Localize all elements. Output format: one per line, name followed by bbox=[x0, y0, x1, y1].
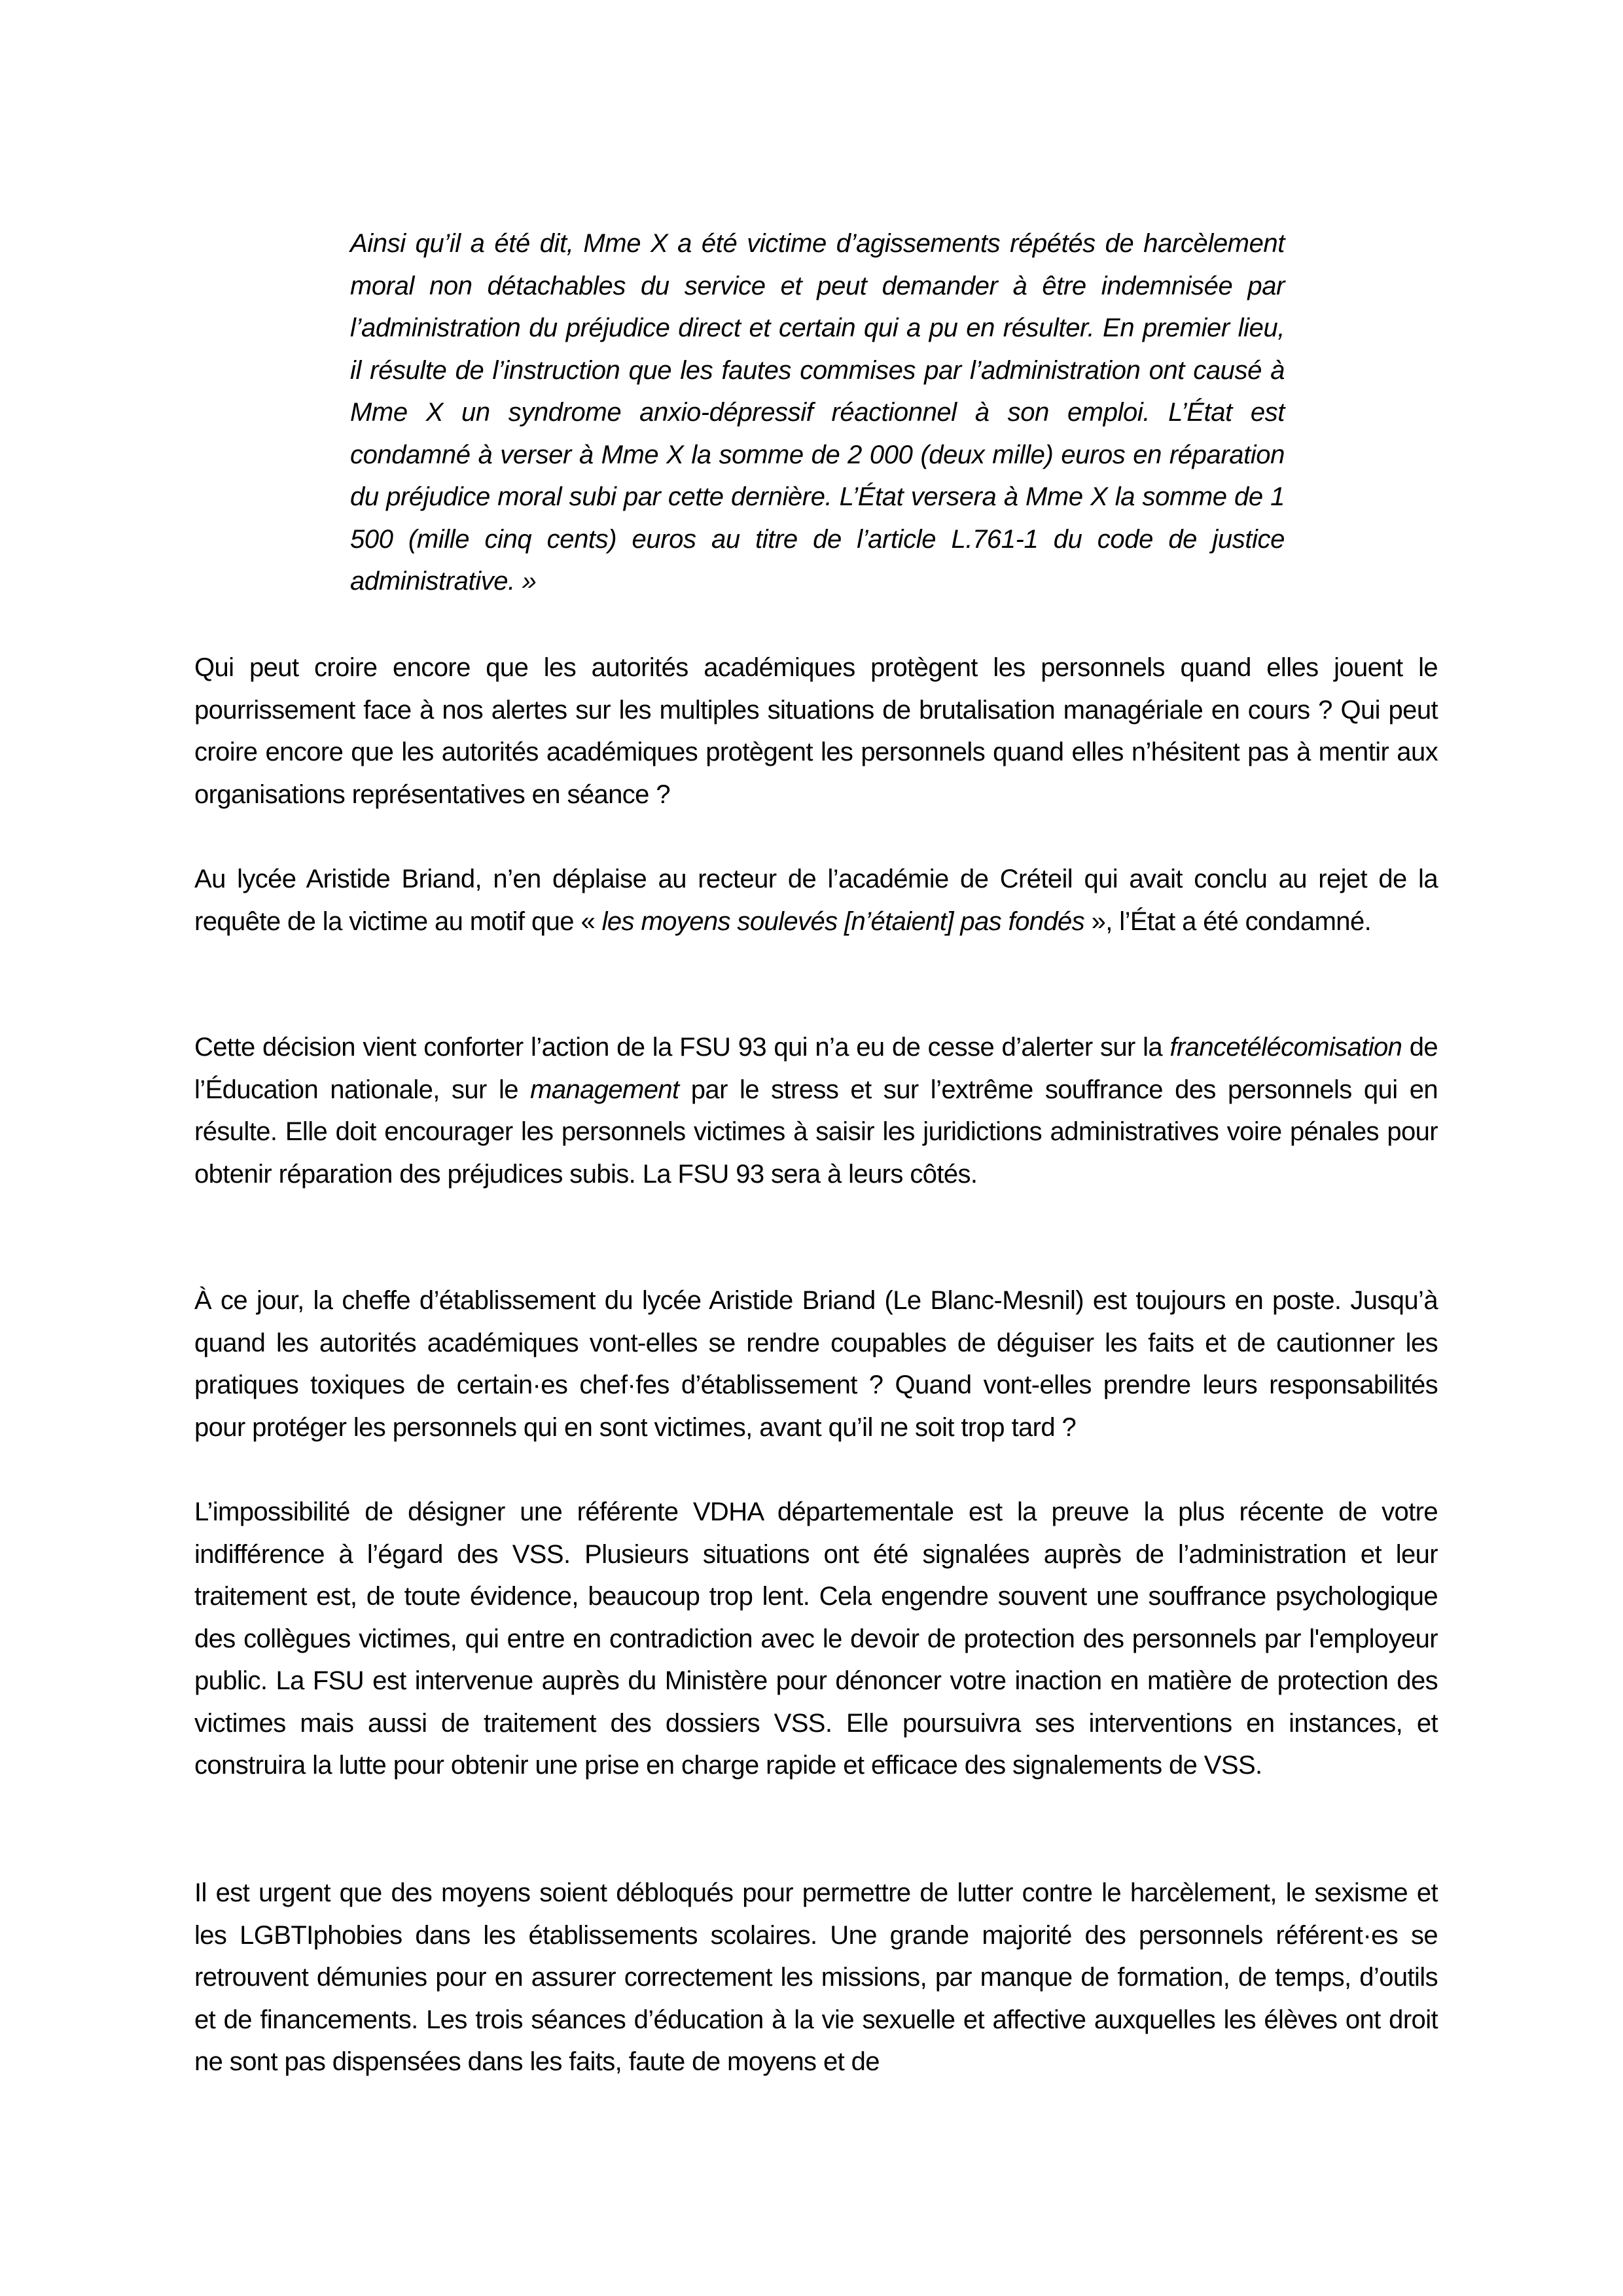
court-decision-quote: Ainsi qu’il a été dit, Mme X a été victime d’agissements répétés de harcèlement moral non détachables du service et peut demander à être indemnisée par l’administration du préjudice direct et certain qui a pu en résulter. En premier lieu, il résulte de l’instruction que les fautes commises par l’administration ont causé à Mme X un syndrome anxio-dépressif réactionnel à son emploi. L’État est condamné à verser à Mme X la somme de 2 000 (deux mille) euros en réparation du préjudice moral subi par cette dernière. L’État versera à Mme X la somme de 1 500 (mille cinq cents) euros au titre de l’article L.761-1 du code de justice administrative. » bbox=[350, 229, 1285, 596]
paragraph-vdha-referent: L’impossibilité de désigner une référente VDHA départementale est la preuve la plus récente de votre indifférence à l’égard des VSS. Plusieurs situations ont été signalées auprès de l’administration et leur traitement est, de toute évidence, beaucoup trop lent. Cela engendre souvent une souffrance psychologique des collègues victimes, qui entre en contradiction avec le devoir de protection des personnels par l'employeur public. La FSU est intervenue auprès du Ministère pour dénoncer votre inaction en matière de protection des victimes mais aussi de traitement des dossiers VSS. Elle poursuivra ses interventions en instances, et construira la lutte pour obtenir une prise en charge rapide et efficace des signalements de VSS. bbox=[194, 1498, 1438, 1780]
paragraph-fsu-action bbox=[194, 1026, 1438, 1195]
paragraph-text: par le stress et sur l’extrême souffrance des personnels qui en résulte. Elle doit encourager les personnels victimes à saisir les juridictions administratives voire pénales pour obtenir réparation des préjudices subis. La FSU 93 sera à leurs côtés. bbox=[194, 1075, 1438, 1189]
paragraph-lycee-condemnation bbox=[194, 858, 1438, 942]
paragraph-text: de l’Éducation nationale, sur le bbox=[194, 1033, 1438, 1104]
paragraph-cheffe-still-in-post: À ce jour, la cheffe d’établissement du lycée Aristide Briand (Le Blanc-Mesnil) est toujours en poste. Jusqu’à quand les autorités académiques vont-elles se rendre coupables de déguiser les faits et de cautionner les pratiques toxiques de certain·es chef·fes d’établissement ? Quand vont-elles prendre leurs responsabilités pour protéger les personnels qui en sont victimes, avant qu’il ne soit trop tard ? bbox=[194, 1286, 1438, 1442]
emphasis-term: management bbox=[530, 1075, 679, 1104]
paragraph-urgent-means: Il est urgent que des moyens soient débloqués pour permettre de lutter contre le harcèlement, le sexisme et les LGBTIphobies dans les établissements scolaires. Une grande majorité des personnels référent·es se retrouvent démunies pour en assurer correctement les missions, par manque de formation, de temps, d’outils et de financements. Les trois séances d’éducation à la vie sexuelle et affective auxquelles les élèves ont droit ne sont pas dispensées dans les faits, faute de moyens et de bbox=[194, 1878, 1438, 2076]
paragraph-text: Cette décision vient conforter l’action de la FSU 93 qui n’a eu de cesse d’alerter sur la bbox=[194, 1033, 1170, 1062]
paragraph-text: Au lycée Aristide Briand, n’en déplaise au recteur de l’académie de Créteil qui avait conclu au rejet de la requête de la victime au motif que « bbox=[194, 865, 1438, 936]
paragraph-text: », l’État a été condamné. bbox=[1084, 906, 1372, 936]
quoted-motive: les moyens soulevés [n’étaient] pas fondés bbox=[601, 906, 1085, 936]
emphasis-term: francetélécomisation bbox=[1169, 1033, 1402, 1062]
paragraph-authorities-question: Qui peut croire encore que les autorités académiques protègent les personnels quand elles jouent le pourrissement face à nos alertes sur les multiples situations de brutalisation managériale en cours ? Qui peut croire encore que les autorités académiques protègent les personnels quand elles n’hésitent pas à mentir aux organisations représentatives en séance ? bbox=[194, 653, 1438, 809]
